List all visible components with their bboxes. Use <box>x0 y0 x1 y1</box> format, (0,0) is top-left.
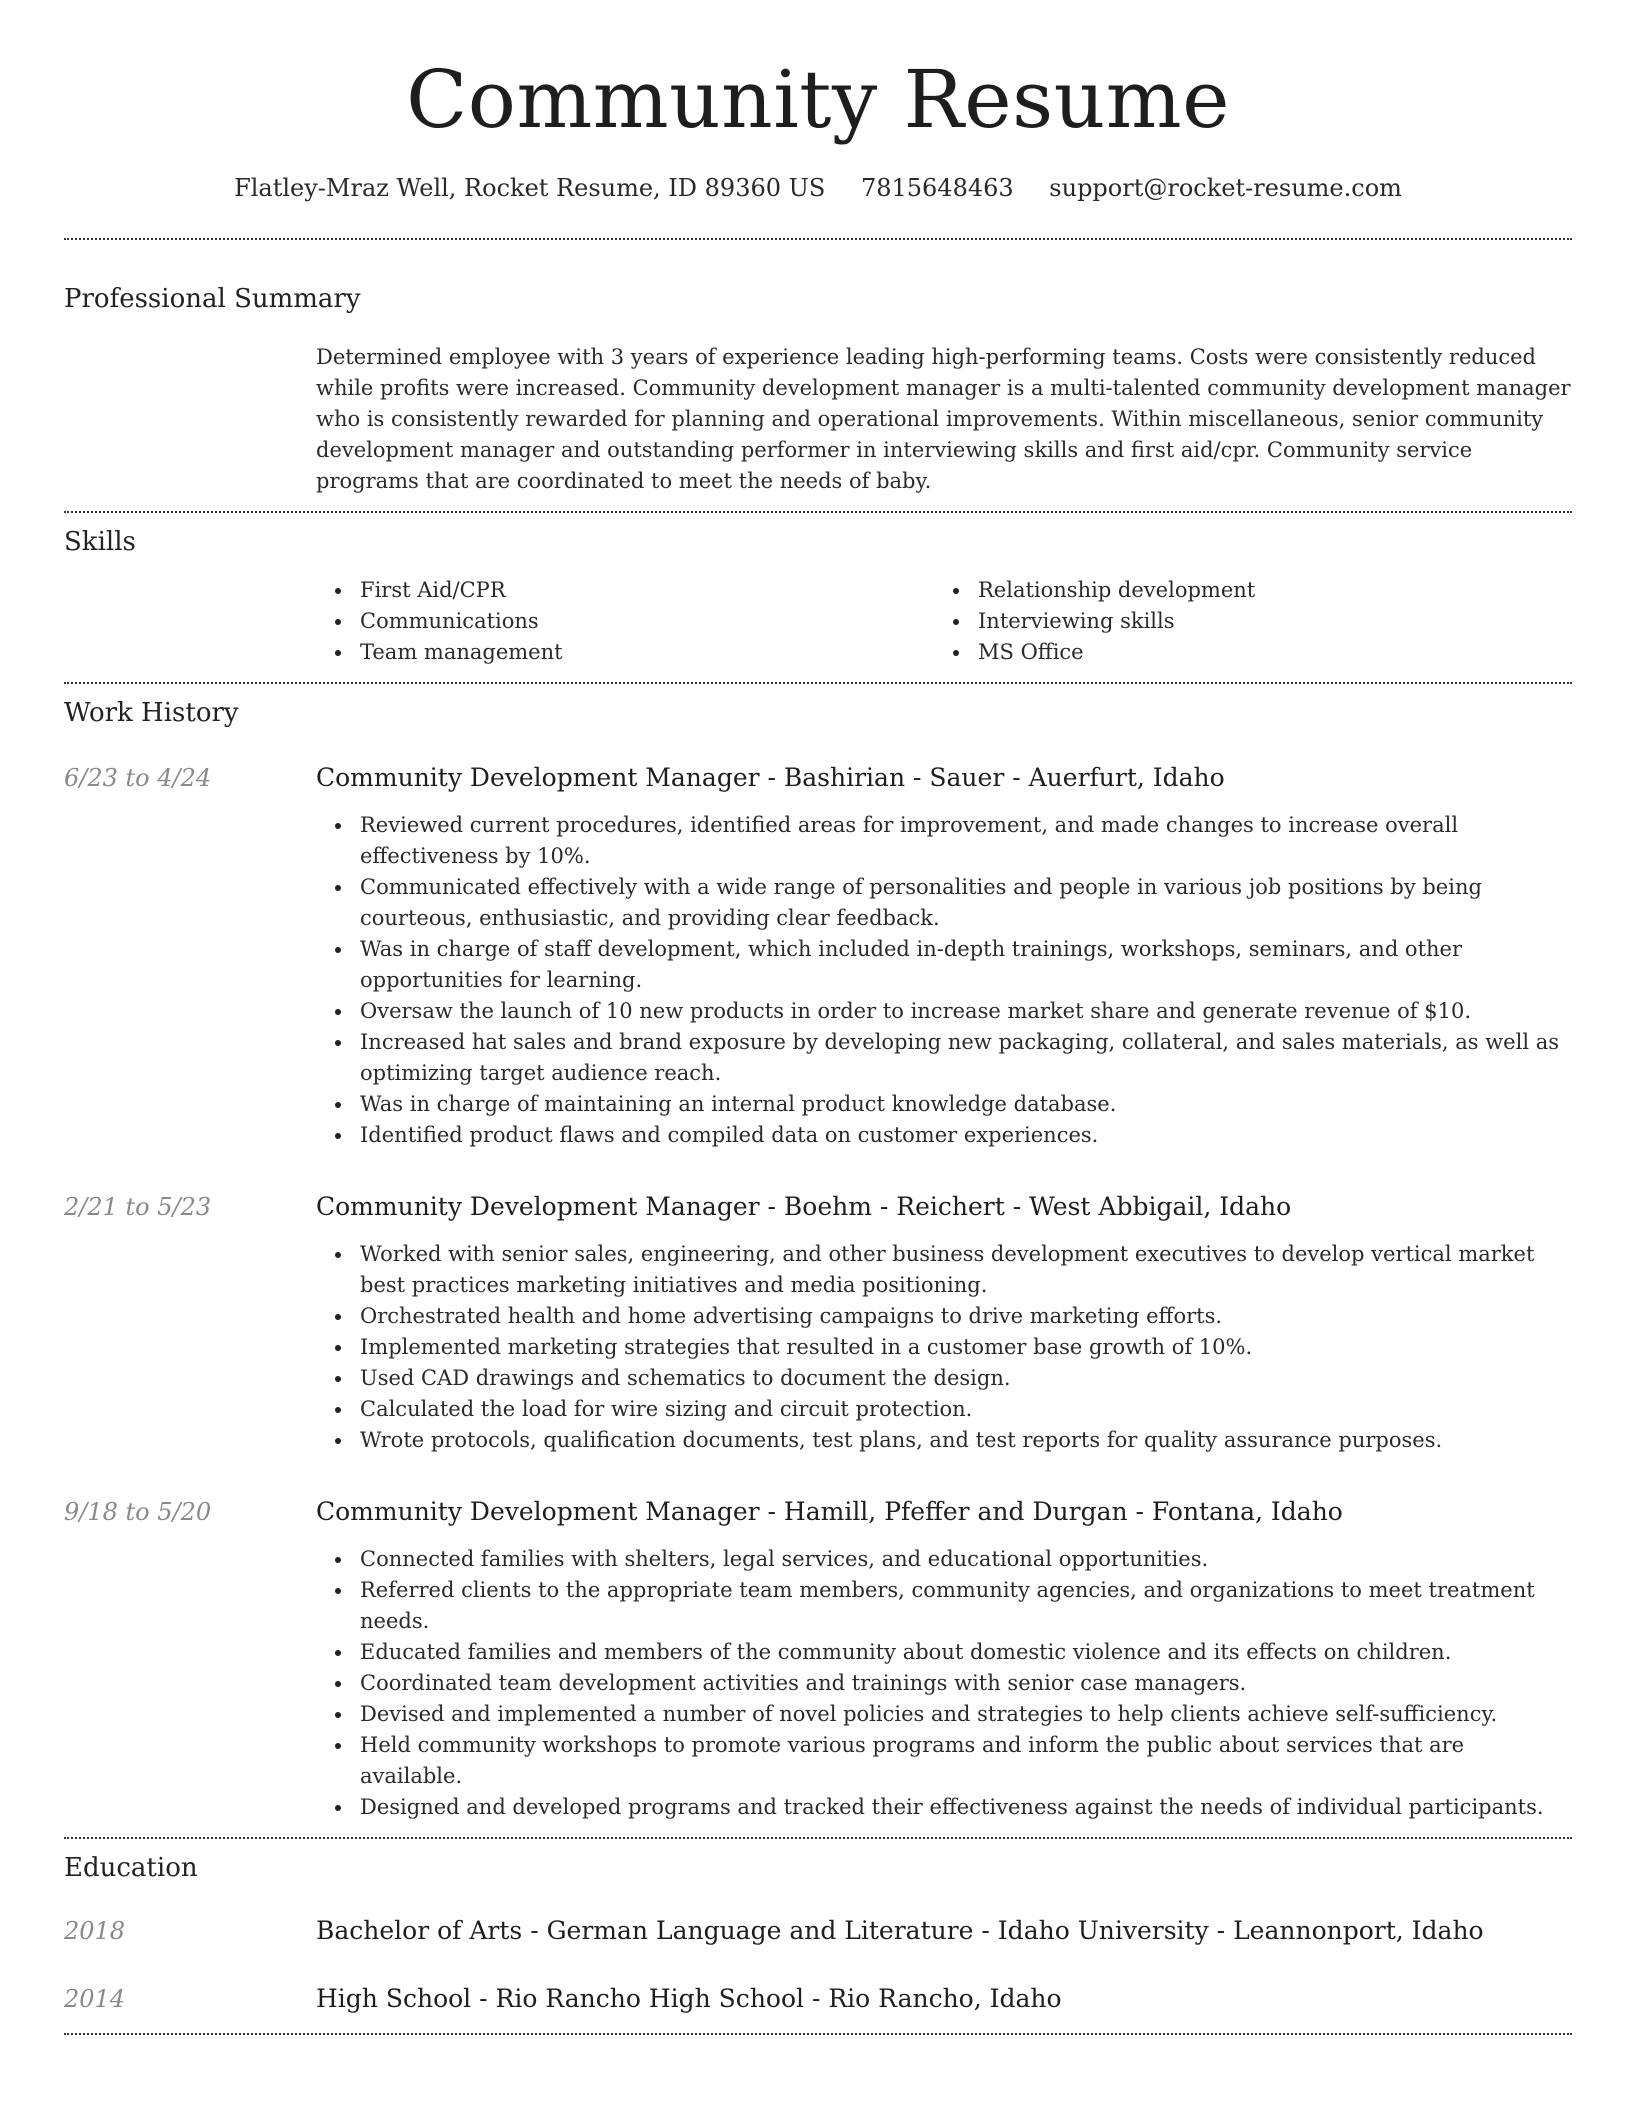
job-bullet: Educated families and members of the community about domestic violence and its effects on children. <box>316 1637 1572 1668</box>
education-year: 2018 <box>64 1917 126 1945</box>
job-bullet: Designed and developed programs and tracked their effectiveness against the needs of individual participants. <box>316 1792 1572 1823</box>
job-entry <box>64 1191 1572 1456</box>
education-title: Education <box>64 1853 198 1883</box>
work-history-section <box>64 684 1572 1837</box>
job-title: Community Development Manager - Hamill, Pfeffer and Durgan - Fontana, Idaho <box>316 1497 1343 1526</box>
job-bullet: Wrote protocols, qualification documents, test plans, and test reports for quality assurance purposes. <box>316 1425 1572 1456</box>
job-bullet: Was in charge of staff development, which included in-depth trainings, workshops, seminars, and other opportunities for learning. <box>316 934 1572 996</box>
candidate-name: Community Resume <box>406 53 1230 146</box>
education-entry <box>64 1915 1572 1947</box>
skill-item: Team management <box>316 637 934 668</box>
resume-page <box>64 0 1572 2035</box>
job-bullet: Devised and implemented a number of novel policies and strategies to help clients achieve self-sufficiency. <box>316 1699 1572 1730</box>
skills-grid <box>316 575 1572 668</box>
education-year: 2014 <box>64 1985 126 2013</box>
email: support@rocket-resume.com <box>1049 174 1402 202</box>
job-bullet: Referred clients to the appropriate team members, community agencies, and organizations to meet treatment needs. <box>316 1575 1572 1637</box>
job-bullet: Coordinated team development activities and trainings with senior case managers. <box>316 1668 1572 1699</box>
skill-item: MS Office <box>934 637 1552 668</box>
education-entry <box>64 1983 1572 2015</box>
skill-item: Communications <box>316 606 934 637</box>
job-body <box>316 1496 1572 1823</box>
job-bullet: Held community workshops to promote various programs and inform the public about services that are available. <box>316 1730 1572 1792</box>
education-section <box>64 1839 1572 2033</box>
job-bullet: Was in charge of maintaining an internal product knowledge database. <box>316 1089 1572 1120</box>
education-text: High School - Rio Rancho High School - Rio Rancho, Idaho <box>316 1984 1062 2013</box>
job-bullet: Reviewed current procedures, identified areas for improvement, and made changes to increase overall effectiveness by 10%. <box>316 810 1572 872</box>
skills-section <box>64 513 1572 682</box>
skills-list-right <box>934 575 1552 668</box>
job-bullets <box>316 1239 1572 1456</box>
job-bullets <box>316 1544 1572 1823</box>
job-date: 9/18 to 5/20 <box>64 1498 212 1526</box>
job-bullet: Orchestrated health and home advertising campaigns to drive marketing efforts. <box>316 1301 1572 1332</box>
job-bullet: Worked with senior sales, engineering, and other business development executives to develop vertical market best practices marketing initiatives and media positioning. <box>316 1239 1572 1301</box>
job-bullet: Calculated the load for wire sizing and circuit protection. <box>316 1394 1572 1425</box>
resume-header <box>64 0 1572 204</box>
job-bullets <box>316 810 1572 1151</box>
job-bullet: Identified product flaws and compiled data on customer experiences. <box>316 1120 1572 1151</box>
job-body <box>316 1191 1572 1456</box>
summary-title: Professional Summary <box>64 284 361 314</box>
address: Flatley-Mraz Well, Rocket Resume, ID 89360 US <box>234 174 826 202</box>
skill-item: Relationship development <box>934 575 1552 606</box>
skills-title: Skills <box>64 527 136 557</box>
job-bullet: Used CAD drawings and schematics to document the design. <box>316 1363 1572 1394</box>
job-bullet: Oversaw the launch of 10 new products in order to increase market share and generate revenue of $10. <box>316 996 1572 1027</box>
work-history-title: Work History <box>64 698 239 728</box>
skill-item: First Aid/CPR <box>316 575 934 606</box>
job-date: 2/21 to 5/23 <box>64 1193 212 1221</box>
job-date: 6/23 to 4/24 <box>64 764 212 792</box>
job-bullet: Connected families with shelters, legal services, and educational opportunities. <box>316 1544 1572 1575</box>
skill-item: Interviewing skills <box>934 606 1552 637</box>
job-bullet: Communicated effectively with a wide range of personalities and people in various job positions by being courteous, enthusiastic, and providing clear feedback. <box>316 872 1572 934</box>
summary-text: Determined employee with 3 years of experience leading high-performing teams. Costs were consistently reduced while profits were increased. Community development manager is a multi-talented community development manager who is consistently rewarded for planning and operational improvements. Within miscellaneous, senior community development manager and outstanding performer in interviewing skills and first aid/cpr. Community service programs that are coordinated to meet the needs of baby. <box>316 345 1571 493</box>
job-entry <box>64 1496 1572 1823</box>
education-text: Bachelor of Arts - German Language and Literature - Idaho University - Leannonport, Idaho <box>316 1916 1484 1945</box>
summary-section <box>64 240 1572 511</box>
job-body <box>316 762 1572 1151</box>
job-bullet: Increased hat sales and brand exposure by developing new packaging, collateral, and sales materials, as well as optimizing target audience reach. <box>316 1027 1572 1089</box>
skills-list-left <box>316 575 934 668</box>
contact-line <box>64 172 1572 204</box>
divider <box>64 2033 1572 2035</box>
job-bullet: Implemented marketing strategies that resulted in a customer base growth of 10%. <box>316 1332 1572 1363</box>
phone: 7815648463 <box>860 174 1014 202</box>
job-title: Community Development Manager - Bashirian - Sauer - Auerfurt, Idaho <box>316 763 1225 792</box>
job-title: Community Development Manager - Boehm - Reichert - West Abbigail, Idaho <box>316 1192 1292 1221</box>
job-entry <box>64 762 1572 1151</box>
